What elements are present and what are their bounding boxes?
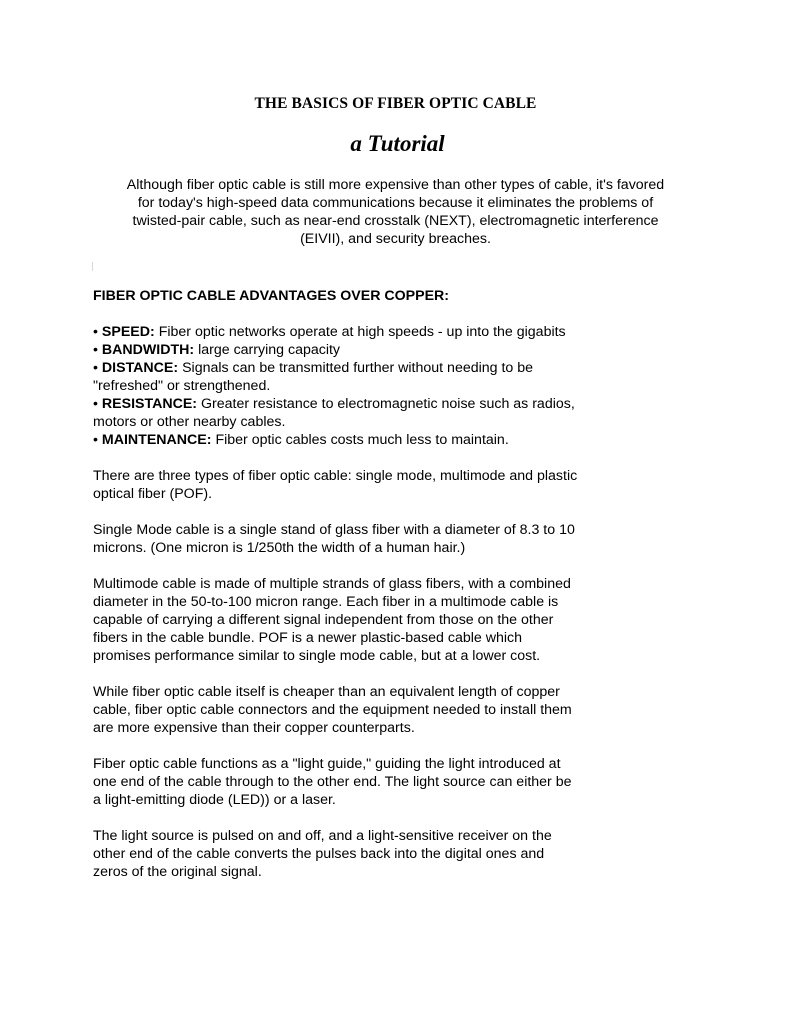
paragraph-line: zeros of the original signal.: [93, 864, 262, 880]
spacer: [93, 305, 653, 323]
paragraph-cost: [93, 683, 653, 737]
paragraph-multimode: [93, 575, 653, 665]
bullet: •: [93, 324, 98, 340]
paragraph-line: Multimode cable is made of multiple strands of glass fibers, with a combined: [93, 576, 571, 592]
bullet: •: [93, 360, 98, 376]
advantage-term: RESISTANCE:: [101, 396, 198, 412]
paragraph-line: other end of the cable converts the pulses back into the digital ones and: [93, 846, 545, 862]
spacer: [93, 503, 653, 521]
document-subtitle: a Tutorial: [350, 131, 445, 156]
paragraph-line: Fiber optic cable functions as a "light guide," guiding the light introduced at: [93, 756, 561, 772]
list-item-line: [93, 395, 653, 413]
margin-marker: [92, 262, 93, 271]
paragraph-line: fibers in the cable bundle. POF is a newer plastic-based cable which: [93, 630, 523, 646]
spacer: [93, 665, 653, 683]
paragraph-line: There are three types of fiber optic cable: single mode, multimode and plastic: [93, 468, 578, 484]
intro-line: twisted-pair cable, such as near-end crosstalk (NEXT), electromagnetic interference: [132, 213, 659, 229]
document-title: THE BASICS OF FIBER OPTIC CABLE: [254, 95, 537, 112]
bullet: •: [93, 432, 98, 448]
paragraph-light-source: [93, 827, 653, 881]
advantage-text: large carrying capacity: [198, 342, 341, 358]
paragraph-line: are more expensive than their copper counterparts.: [93, 720, 415, 736]
list-item: [93, 359, 653, 395]
advantages-list: [93, 323, 653, 449]
list-item-line: [93, 341, 653, 359]
advantages-heading: FIBER OPTIC CABLE ADVANTAGES OVER COPPER:: [93, 288, 450, 304]
paragraph-line: microns. (One micron is 1/250th the width of a human hair.): [93, 540, 466, 556]
list-item-line: [93, 431, 653, 449]
paragraph-line: capable of carrying a different signal independent from those on the other: [93, 612, 554, 628]
paragraph-line: promises performance similar to single mode cable, but at a lower cost.: [93, 648, 541, 664]
list-item: [93, 341, 653, 359]
advantage-text: Fiber optic cables costs much less to maintain.: [215, 432, 509, 448]
spacer: [93, 737, 653, 755]
intro-line: (EIVII), and security breaches.: [300, 231, 491, 247]
bullet: •: [93, 342, 98, 358]
advantage-text: Fiber optic networks operate at high speeds - up into the gigabits: [158, 324, 566, 340]
advantage-text: Greater resistance to electromagnetic noise such as radios,: [201, 396, 575, 412]
intro-line: Although fiber optic cable is still more expensive than other types of cable, it's favored: [126, 177, 665, 193]
paragraph-line: Single Mode cable is a single stand of glass fiber with a diameter of 8.3 to 10: [93, 522, 575, 538]
paragraph-cable-types: [93, 467, 653, 503]
bullet: •: [93, 396, 98, 412]
advantage-text-continued: motors or other nearby cables.: [93, 414, 286, 430]
list-item: [93, 431, 653, 449]
paragraph-line: optical fiber (POF).: [93, 486, 213, 502]
intro-line: for today's high-speed data communications because it eliminates the problems of: [137, 195, 654, 211]
paragraph-line: a light-emitting diode (LED)) or a laser.: [93, 792, 336, 808]
paragraph-line: cable, fiber optic cable connectors and the equipment needed to install them: [93, 702, 572, 718]
spacer: [93, 557, 653, 575]
advantage-term: MAINTENANCE:: [101, 432, 212, 448]
paragraph-single-mode: [93, 521, 653, 557]
paragraph-light-guide: [93, 755, 653, 809]
advantage-term: BANDWIDTH:: [101, 342, 195, 358]
paragraph-line: While fiber optic cable itself is cheaper than an equivalent length of copper: [93, 684, 560, 700]
intro-paragraph: [93, 176, 698, 248]
advantage-text: Signals can be transmitted further without needing to be: [182, 360, 534, 376]
paragraph-line: The light source is pulsed on and off, and a light-sensitive receiver on the: [93, 828, 552, 844]
paragraph-line: one end of the cable through to the other end. The light source can either be: [93, 774, 572, 790]
advantage-text-continued: "refreshed" or strengthened.: [93, 378, 271, 394]
list-item: [93, 395, 653, 431]
list-item-line: [93, 359, 653, 377]
advantage-term: SPEED:: [101, 324, 155, 340]
document-body: [93, 287, 653, 881]
advantage-term: DISTANCE:: [101, 360, 179, 376]
spacer: [93, 449, 653, 467]
paragraph-line: diameter in the 50-to-100 micron range. Each fiber in a multimode cable is: [93, 594, 559, 610]
spacer: [93, 809, 653, 827]
list-item-line: [93, 323, 653, 341]
list-item: [93, 323, 653, 341]
